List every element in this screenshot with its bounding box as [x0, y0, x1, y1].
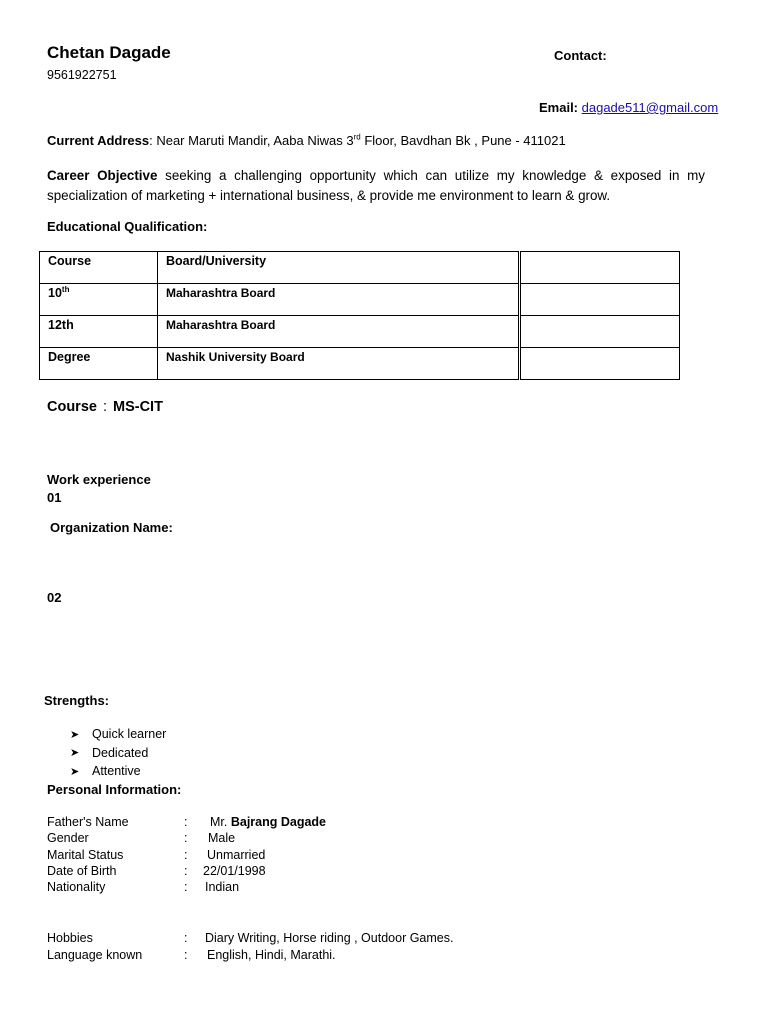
info-label: Marital Status: [47, 848, 124, 862]
arrow-bullet-icon: ➤: [70, 747, 80, 760]
column-header-course: Course: [40, 252, 158, 284]
course-sup: th: [61, 284, 70, 294]
board-cell: Nashik University Board: [158, 348, 520, 380]
strength-text: Quick learner: [92, 727, 167, 742]
course-cell: [40, 348, 158, 380]
info-label: Father's Name: [47, 815, 129, 829]
table-row: [40, 284, 680, 316]
strength-text: Dedicated: [92, 745, 149, 760]
list-item: [70, 762, 166, 781]
column-header-board: Board/University: [158, 252, 520, 284]
address-text-pre: : Near Maruti Mandir, Aaba Niwas 3: [149, 133, 354, 148]
board-cell: Maharashtra Board: [158, 316, 520, 348]
info-label: Language known: [47, 948, 143, 962]
objective-label: Career Objective: [47, 168, 158, 183]
phone-number: 9561922751: [47, 68, 117, 82]
course-value: 10: [48, 286, 62, 300]
course-cell: [40, 316, 158, 348]
table-row: [40, 348, 680, 380]
table-row: [40, 316, 680, 348]
arrow-bullet-icon: ➤: [70, 728, 80, 741]
info-label: Gender: [47, 831, 89, 845]
course-value: 12th: [48, 318, 74, 332]
info-label: Date of Birth: [47, 864, 117, 878]
info-separator: :: [184, 848, 188, 862]
work-item-02: 02: [47, 590, 62, 605]
course-value: Degree: [48, 350, 91, 364]
info-separator: :: [184, 815, 188, 829]
list-item: [70, 725, 166, 744]
email-link[interactable]: dagade511@gmail.com: [581, 100, 719, 115]
work-item-01: 01: [47, 490, 62, 505]
strength-text: Attentive: [92, 764, 141, 779]
current-address: [47, 133, 566, 148]
info-value: Male: [208, 831, 236, 845]
extra-cell: [520, 348, 680, 380]
contact-label: Contact:: [554, 48, 607, 63]
email-line: [539, 100, 718, 115]
education-table: [39, 251, 680, 380]
list-item: [70, 744, 166, 763]
address-text-post: Floor, Bavdhan Bk , Pune - 411021: [360, 133, 566, 148]
extra-cell: [520, 284, 680, 316]
course-label: Course: [47, 399, 97, 415]
info-separator: :: [184, 931, 188, 945]
board-cell: Maharashtra Board: [158, 284, 520, 316]
info-label: Hobbies: [47, 931, 93, 945]
info-value: Diary Writing, Horse riding , Outdoor Games.: [205, 931, 454, 945]
info-label: Nationality: [47, 880, 106, 894]
course-colon: :: [102, 399, 107, 415]
address-sup: rd: [353, 132, 361, 142]
table-header-row: [40, 252, 680, 284]
strengths-heading: Strengths:: [44, 693, 109, 708]
info-value: English, Hindi, Marathi.: [207, 948, 336, 962]
personal-info-heading: Personal Information:: [47, 782, 182, 797]
course-cell: [40, 284, 158, 316]
email-label: Email:: [539, 100, 579, 115]
info-value: Indian: [205, 880, 240, 894]
address-label: Current Address: [47, 133, 150, 148]
info-separator: :: [184, 864, 188, 878]
course-line: [47, 399, 163, 415]
objective-text: seeking a challenging opportunity which can utilize my knowledge & exposed in my specialization of marketing + international business, & provide me environment to learn & grow.: [47, 168, 705, 203]
candidate-name: Chetan Dagade: [47, 43, 171, 62]
education-heading: Educational Qualification:: [47, 219, 208, 234]
column-header-extra: [520, 252, 680, 284]
info-value: 22/01/1998: [203, 864, 266, 878]
info-value: [210, 815, 326, 829]
info-value-bold: Bajrang Dagade: [230, 815, 327, 829]
strengths-list: [70, 725, 166, 781]
course-value: MS-CIT: [113, 399, 163, 415]
extra-cell: [520, 316, 680, 348]
career-objective: [47, 166, 705, 206]
info-separator: :: [184, 831, 188, 845]
info-value: Unmarried: [207, 848, 266, 862]
arrow-bullet-icon: ➤: [70, 765, 80, 778]
organization-name-label: Organization Name:: [50, 520, 173, 535]
work-experience-heading: Work experience: [47, 472, 151, 487]
info-value-prefix: Mr.: [210, 815, 231, 829]
info-separator: :: [184, 948, 188, 962]
info-separator: :: [184, 880, 188, 894]
